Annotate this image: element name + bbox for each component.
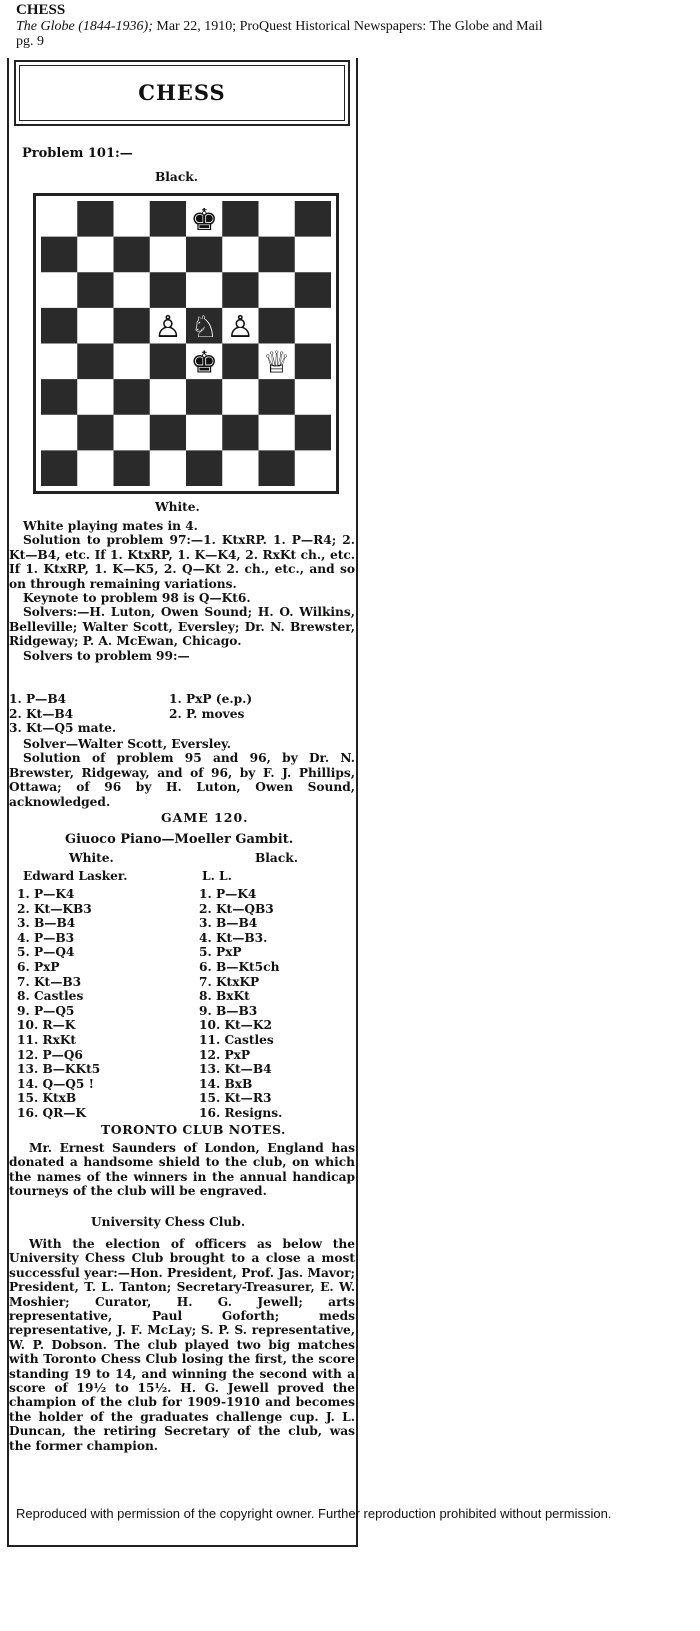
white-move: 15. KtxB: [17, 1091, 77, 1106]
dark-square: [41, 450, 77, 486]
white-move: 2. Kt—KB3: [17, 901, 92, 916]
black-king-icon: [190, 346, 218, 381]
dark-square: [150, 201, 186, 237]
move-row: [13, 1048, 349, 1063]
dark-square: [222, 415, 258, 451]
black-move: 13. Kt—B4: [199, 1062, 272, 1077]
black-king-icon: [190, 203, 218, 238]
move-row: [13, 975, 349, 990]
dark-square: [41, 379, 77, 415]
white-move: 5. P—Q4: [17, 945, 75, 960]
move-row: [13, 1062, 349, 1077]
white-pawn-icon: [227, 310, 255, 345]
black-label: Black.: [155, 170, 198, 184]
newspaper-column: [7, 58, 358, 1547]
move-row: [13, 931, 349, 946]
move-row: [13, 960, 349, 975]
dark-square: [77, 272, 113, 308]
white-knight-icon: [190, 310, 218, 345]
move-row: [13, 945, 349, 960]
move-row: [13, 1004, 349, 1019]
solver-text: [9, 737, 355, 809]
dark-square: [295, 415, 331, 451]
chess-board: [41, 201, 331, 486]
white-move: 16. QR—K: [17, 1105, 86, 1120]
chess-diagram: [33, 193, 339, 494]
dark-square: [295, 272, 331, 308]
black-move: 1. P—K4: [199, 887, 257, 901]
move-row: 1. P—B4 1. PxP (e.p.): [9, 692, 253, 706]
move-row: [13, 887, 349, 902]
dark-square: [77, 344, 113, 380]
white-queen-icon: [263, 346, 291, 381]
university-paragraph: With the election of officers as below the University Chess Club brought to a close a most successful year:—Hon. President, Prof. Jas. Mavor; President, T. L. Tanton; Secretary-Treasurer, E. W. Moshier; Curator, H. G. Jewell; arts representative, Paul Goforth; meds representative, J. F. McLay; S. P. S. representative, W. P. Dobson. The club played two big matches with Toronto Chess Club losing the first, the score standing 19 to 14, and winning the second with a score of 19½ to 15½. H. G. Jewell proved the champion of the club for 1909-1910 and becomes the holder of the graduates challenge cup. J. L. Duncan, the retiring Secretary of the club, was the former champion.: [9, 1237, 355, 1453]
white-label: White.: [155, 500, 200, 514]
dark-square: [295, 344, 331, 380]
white-move: 7. Kt—B3: [17, 974, 82, 989]
solver-99: Solver—Walter Scott, Eversley.: [23, 737, 232, 751]
copyright-footer: Reproduced with permission of the copyright owner. Further reproduction prohibited without permission.: [16, 1506, 612, 1521]
white-move: 8. Castles: [17, 989, 84, 1004]
move-row: [13, 916, 349, 931]
black-move: 3. B—B4: [199, 916, 258, 931]
university-heading: University Chess Club.: [91, 1215, 246, 1229]
citation-header: [16, 2, 543, 49]
dark-square: [41, 308, 77, 344]
black-move: 10. Kt—K2: [199, 1018, 272, 1033]
black-move: 5. PxP: [199, 945, 242, 960]
black-move: 8. BxKt: [199, 989, 250, 1004]
problem-text: [9, 519, 355, 663]
move-row: [13, 1018, 349, 1033]
citation-text: Mar 22, 1910; ProQuest Historical Newspapers: The Globe and Mail: [156, 19, 543, 34]
black-move: 16. Resigns.: [199, 1105, 283, 1120]
move-row: 3. Kt—Q5 mate.: [9, 721, 117, 736]
black-move: 2. Kt—QB3: [199, 901, 274, 916]
move-row: [13, 1033, 349, 1048]
white-move: 4. P—B3: [17, 930, 75, 945]
dark-square: [150, 344, 186, 380]
dark-square: [150, 272, 186, 308]
dark-square: [222, 272, 258, 308]
article-title: CHESS: [16, 2, 66, 18]
dark-square: [186, 237, 222, 273]
problem-label: Problem 101:—: [22, 146, 133, 161]
article-citation: [16, 19, 543, 34]
black-move: 9. B—B3: [199, 1003, 258, 1018]
solution-97: Solution to problem 97:—1. KtxRP. 1. P—R4; 2. Kt—B4, etc. If 1. KtxRP, 1. K—K4, 2. RxKt ch., etc. If 1. KtxRP, 1. K—K5, 2. Q—Kt 2. ch., etc., and so on through remaining variations.: [9, 533, 355, 591]
dark-square: [186, 450, 222, 486]
move-row: [13, 1077, 349, 1092]
dark-square: [259, 308, 295, 344]
dark-square: [186, 379, 222, 415]
white-pawn-icon: [154, 310, 182, 345]
white-move: 3. B—B4: [17, 916, 76, 931]
acknowledgements: Solution of problem 95 and 96, by Dr. N. Brewster, Ridgeway, and of 96, by F. J. Phillips, Ottawa; of 96 by H. Luton, Owen Sound, acknowledged.: [9, 751, 355, 809]
move-row: [13, 989, 349, 1004]
white-side-label: White.: [69, 851, 114, 865]
dark-square: [222, 201, 258, 237]
white-move: 1. P—K4: [17, 887, 75, 901]
black-move: 12. PxP: [199, 1047, 251, 1062]
page-number: pg. 9: [16, 34, 44, 49]
problem-statement: White playing mates in 4.: [23, 519, 198, 533]
black-move: 11. Castles: [199, 1032, 274, 1047]
game-moves: [13, 887, 349, 1121]
dark-square: [222, 344, 258, 380]
club-heading: TORONTO CLUB NOTES.: [101, 1122, 286, 1137]
dark-square: [150, 415, 186, 451]
club-paragraph: Mr. Ernest Saunders of London, England has donated a handsome shield to the club, on which the names of the winners in the annual handicap tourneys of the club will be engraved.: [9, 1141, 355, 1199]
white-player: Edward Lasker.: [23, 869, 128, 883]
white-move: 6. PxP: [17, 959, 60, 974]
black-move: 14. BxB: [199, 1076, 253, 1091]
opening-name: Giuoco Piano—Moeller Gambit.: [65, 832, 294, 847]
dark-square: [114, 379, 150, 415]
move-row: 2. Kt—B4 2. P. moves: [9, 706, 245, 721]
dark-square: [77, 201, 113, 237]
black-move: 4. Kt—B3.: [199, 930, 268, 945]
dark-square: [259, 379, 295, 415]
white-move: 13. B—KKt5: [17, 1062, 101, 1077]
dark-square: [77, 415, 113, 451]
black-move: 6. B—Kt5ch: [199, 959, 280, 974]
dark-square: [259, 237, 295, 273]
black-player: L. L.: [202, 869, 232, 883]
black-side-label: Black.: [255, 851, 298, 865]
solvers-list: Solvers:—H. Luton, Owen Sound; H. O. Wilkins, Belleville; Walter Scott, Eversley; Dr. N. Brewster, Ridgeway; P. A. McEwan, Chicago.: [9, 605, 355, 649]
white-move: 9. P—Q5: [17, 1003, 75, 1018]
white-move: 12. P—Q6: [17, 1047, 83, 1062]
headline-box: [14, 60, 350, 126]
white-move: 14. Q—Q5 !: [17, 1076, 94, 1091]
dark-square: [114, 308, 150, 344]
black-move: 7. KtxKP: [199, 974, 260, 989]
club-notes: [9, 1141, 355, 1199]
dark-square: [114, 450, 150, 486]
source-name: The Globe (1844-1936);: [16, 19, 153, 34]
white-move: 11. RxKt: [17, 1032, 77, 1047]
headline: CHESS: [138, 79, 226, 105]
university-notes: [9, 1237, 355, 1453]
dark-square: [114, 237, 150, 273]
dark-square: [41, 237, 77, 273]
dark-square: [295, 201, 331, 237]
keynote-98: Keynote to problem 98 is Q—Kt6.: [23, 591, 251, 606]
dark-square: [259, 450, 295, 486]
move-row: [13, 902, 349, 917]
move-row: [13, 1106, 349, 1121]
black-move: 15. Kt—R3: [199, 1091, 272, 1106]
move-row: [13, 1091, 349, 1106]
solvers-99-label: Solvers to problem 99:—: [23, 648, 190, 663]
white-move: 10. R—K: [17, 1018, 76, 1033]
solution-99-moves: [9, 692, 345, 736]
game-heading: GAME 120.: [161, 810, 249, 825]
